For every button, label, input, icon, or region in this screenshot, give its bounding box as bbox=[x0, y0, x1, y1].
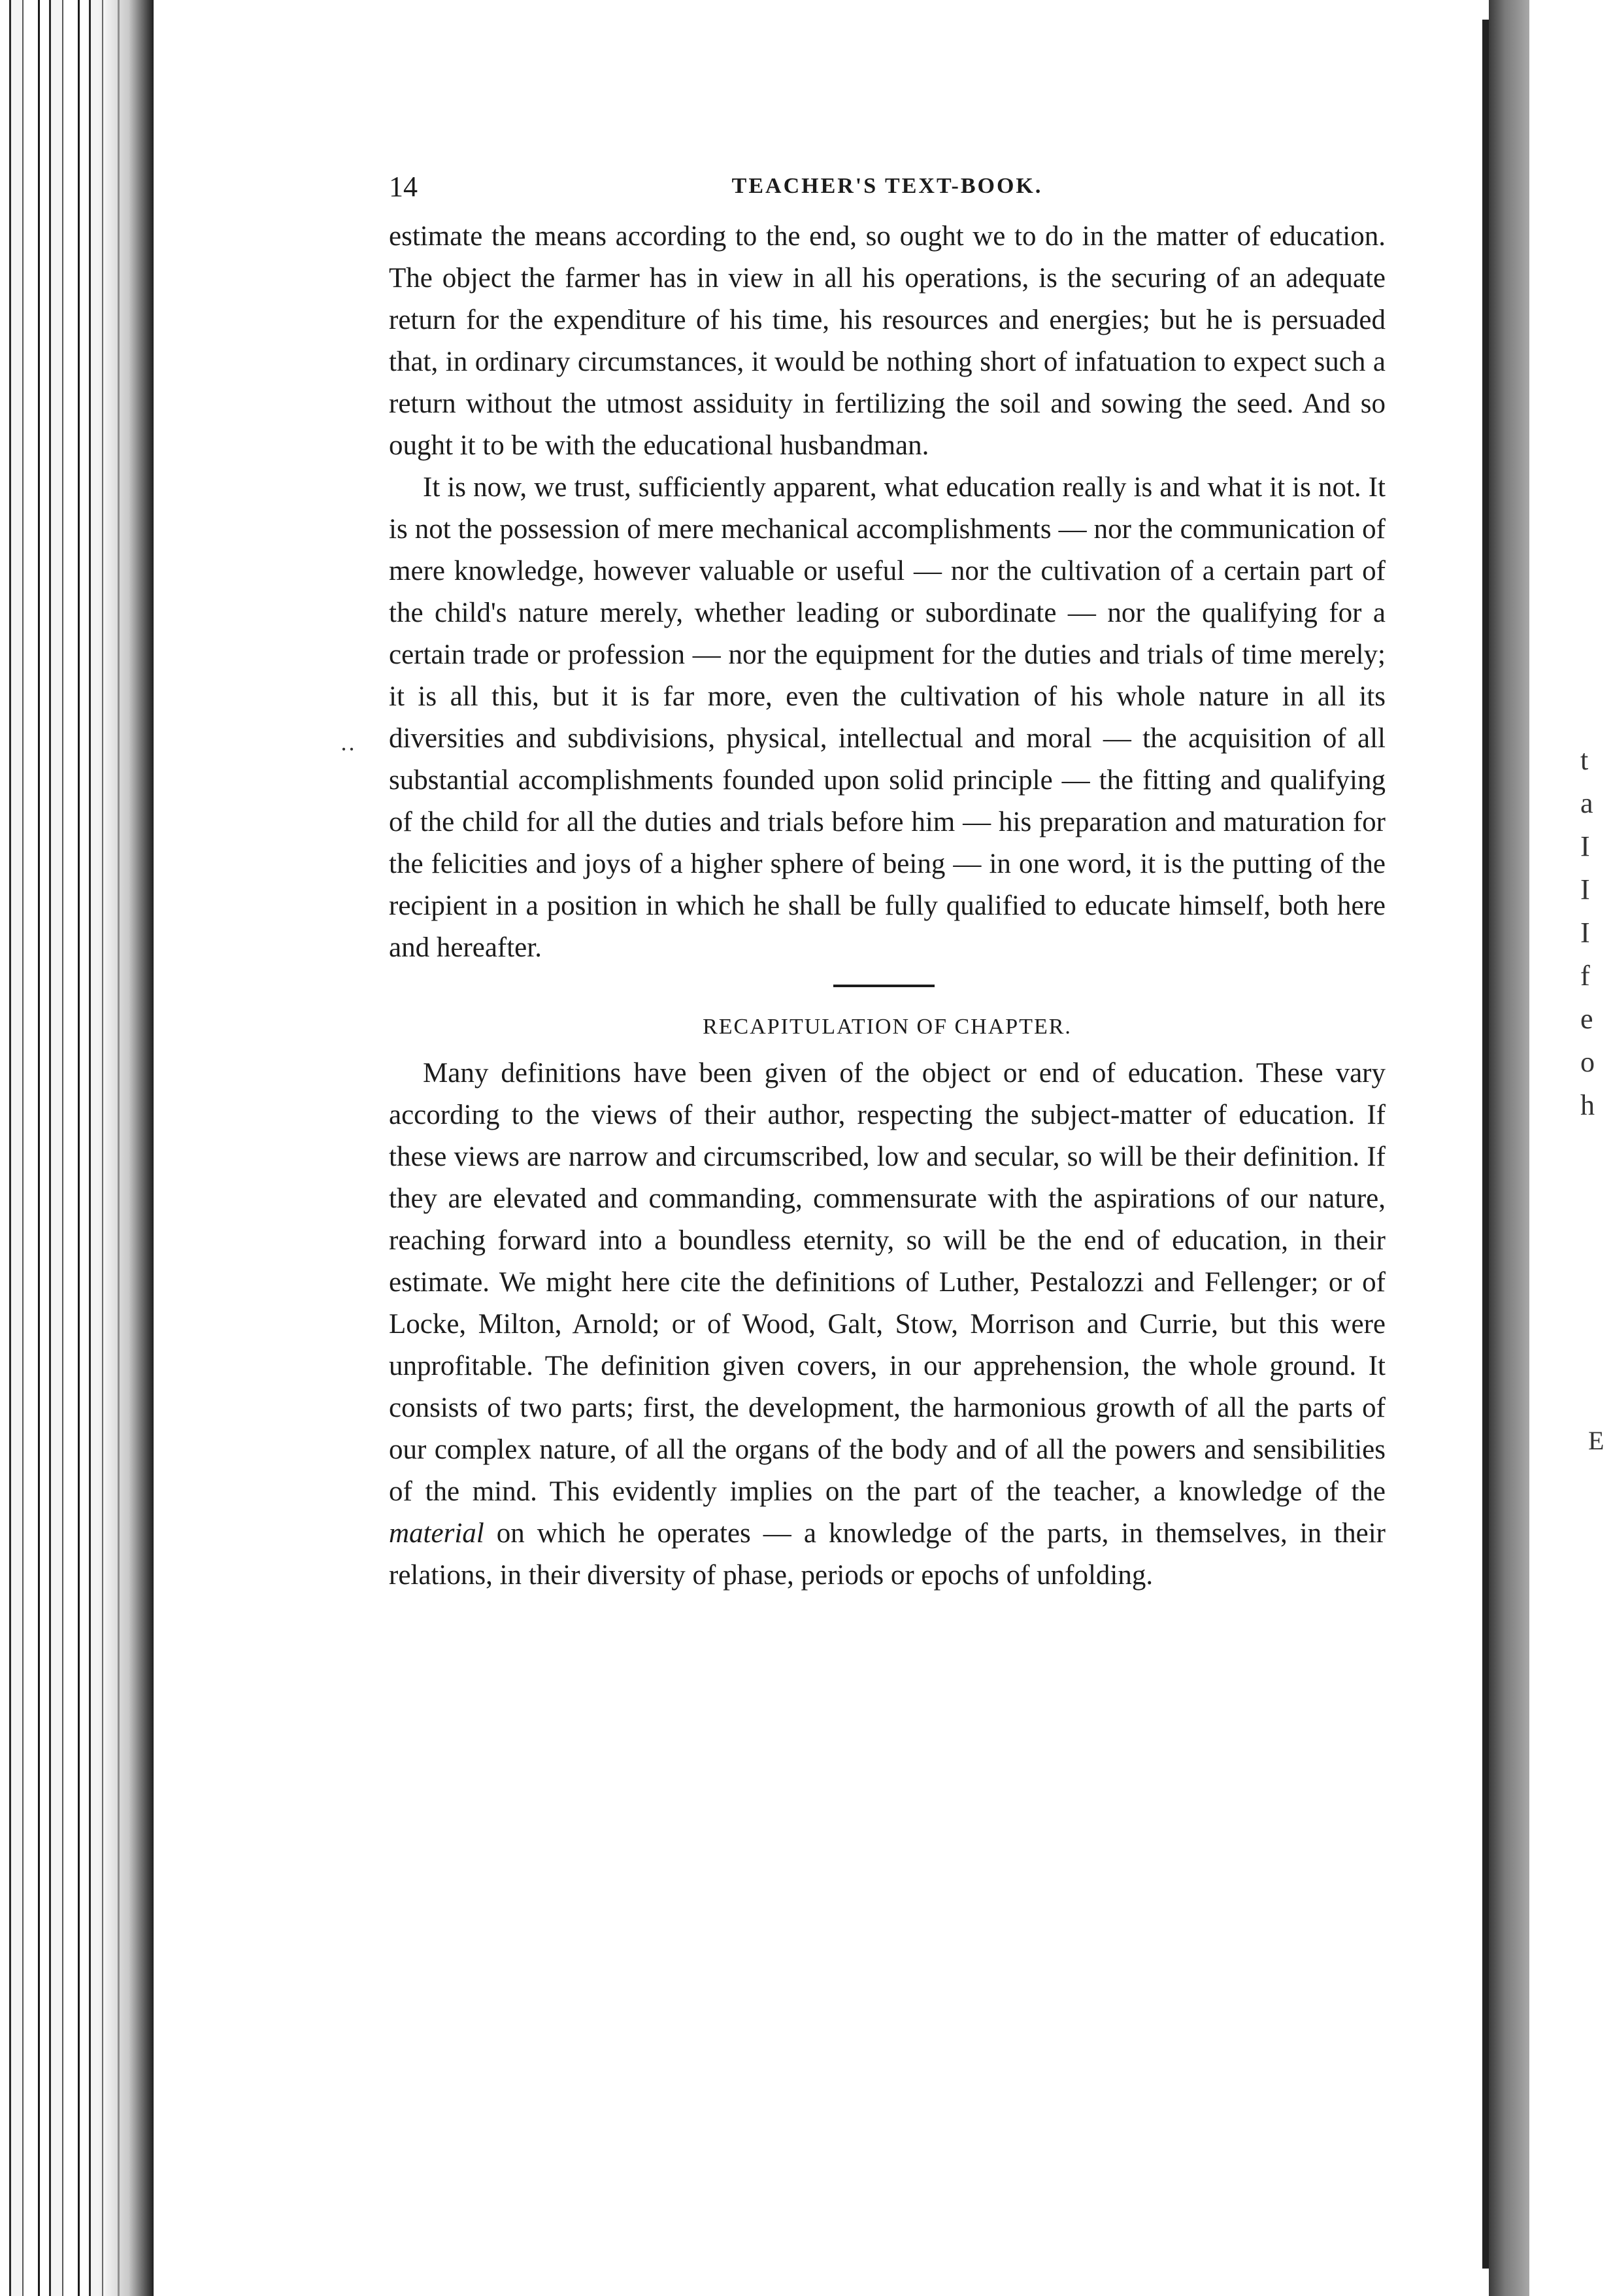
facing-letter: I bbox=[1580, 917, 1590, 949]
paragraph-2: It is now, we trust, sufficiently apparent, what education really is and what it is not. It is not the possession of mere mechanical accomplishments — nor the communication of mere knowledge, however valuable or useful — nor the cultivation of a certain part of the child's nature merely, whether leading or subordinate — nor the qualifying for a certain trade or profession — nor the equipment for the duties and trials of time merely; it is all this, but it is far more, even the cultivation of his whole nature in all its diversities and subdivisions, physical, intellectual and moral — the acquisition of all substantial accomplishments founded upon solid principle — the fitting and qualifying of the child for all the duties and trials before him — his preparation and maturation for the felicities and joys of a higher sphere of being — in one word, it is the putting of the recipient in a position in which he shall be fully qualified to educate himself, both here and hereafter. bbox=[389, 472, 1386, 963]
facing-page-edge bbox=[1489, 0, 1529, 2296]
facing-page-letters bbox=[1580, 739, 1613, 1127]
page-body bbox=[389, 170, 1386, 1596]
running-title: TEACHER'S TEXT-BOOK. bbox=[731, 174, 1043, 198]
recap-italic-word: material bbox=[389, 1518, 484, 1549]
recap-text-part-2: on which he operates — a knowledge of the parts, in themselves, in their relations, in their diversity of phase, periods or epochs of unfolding. bbox=[389, 1518, 1386, 1591]
running-head bbox=[389, 170, 1386, 216]
gutter-shadow bbox=[98, 0, 154, 2296]
recap-text-part-1: Many definitions have been given of the object or end of education. These vary according to the views of their author, respecting the subject-matter of education. If these views are narrow and circumscribed, low and secular, so will be their definition. If they are elevated and commanding, commensurate with the aspirations of our nature, reaching forward into a boundless eternity, so will be the end of education, in their estimate. We might here cite the definitions of Luther, Pestalozzi and Fellenger; or of Locke, Milton, Arnold; or of Wood, Galt, Stow, Morrison and Currie, but this were unprofitable. The definition given covers, in our apprehension, the whole ground. It consists of two parts; first, the development, the harmonious growth of all the parts of our complex nature, of all the organs of the body and of all the powers and sensibilities of the mind. This evidently implies on the part of the teacher, a knowledge of the bbox=[389, 1058, 1386, 1507]
page-number: 14 bbox=[389, 171, 418, 203]
section-heading: RECAPITULATION OF CHAPTER. bbox=[703, 1015, 1072, 1039]
divider-rule bbox=[833, 985, 935, 987]
facing-letter: a bbox=[1580, 787, 1593, 819]
facing-letter: f bbox=[1580, 960, 1590, 992]
facing-letter: I bbox=[1580, 873, 1590, 905]
paragraph-1: estimate the means according to the end, so ought we to do in the matter of education. The object the farmer has in view in all his operations, is the securing of an adequate return for the expenditure of his time, his resources and energies; but he is persuaded that, in ordinary circumstances, it would be nothing short of infatuation to expect such a return without the utmost assiduity in fertilizing the soil and sowing the seed. And so ought it to be with the educational husbandman. bbox=[389, 221, 1386, 461]
facing-page-letter-lower: E bbox=[1588, 1426, 1605, 1455]
facing-letter: o bbox=[1580, 1046, 1595, 1078]
recap-paragraph bbox=[389, 1053, 1386, 1596]
facing-letter: h bbox=[1580, 1089, 1595, 1121]
facing-letter: e bbox=[1580, 1003, 1593, 1035]
facing-letter: t bbox=[1580, 744, 1589, 776]
facing-letter: I bbox=[1580, 830, 1590, 862]
margin-mark: ·· bbox=[340, 736, 356, 762]
section-divider bbox=[389, 969, 1386, 1008]
